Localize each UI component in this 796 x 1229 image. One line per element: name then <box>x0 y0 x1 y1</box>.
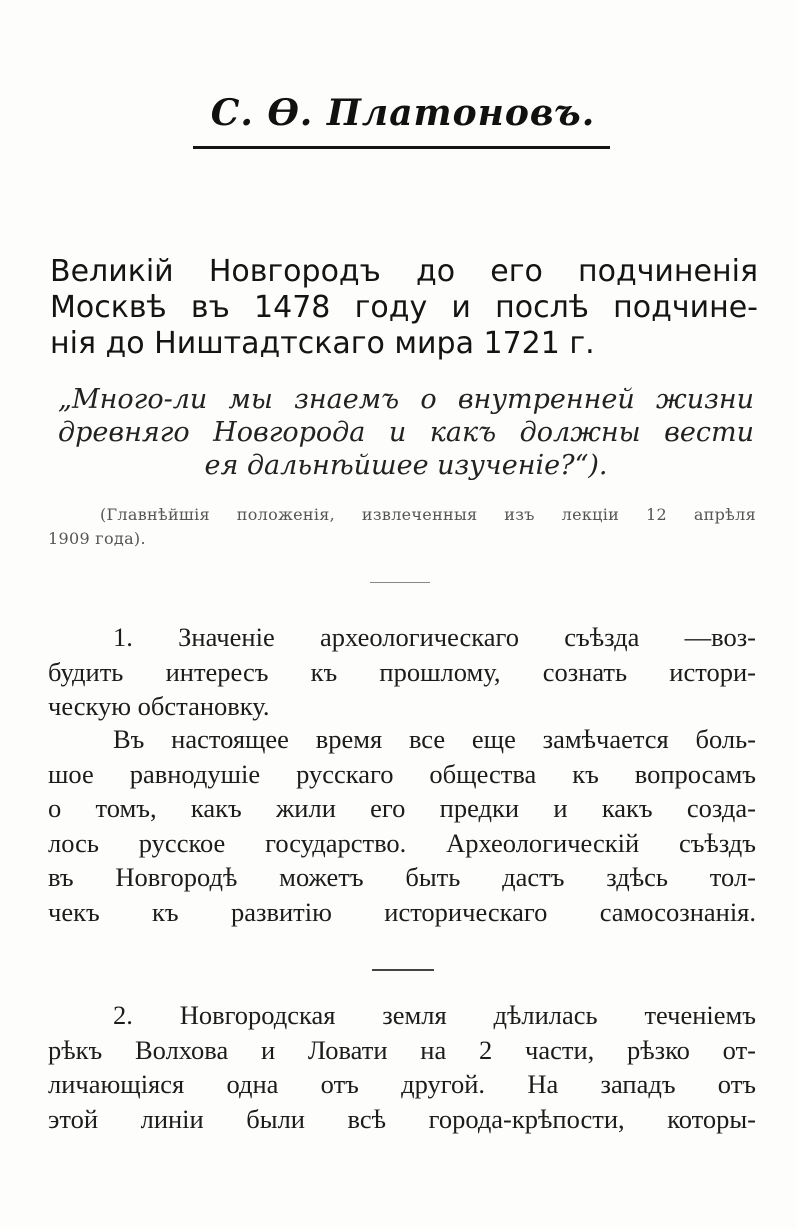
article-title <box>50 254 758 362</box>
epigraph-line: древняго Новгорода и какъ должны вести <box>58 417 754 448</box>
paragraph-1 <box>48 620 756 724</box>
author-name: С. Ѳ. Платоновъ. <box>210 92 596 134</box>
note-line: 1909 года). <box>48 529 146 548</box>
paragraph-line: лось русское государство. Археологическій съѣздъ <box>48 827 756 858</box>
paragraph-line: чекъ къ развитію историческаго самосознанія. <box>48 896 756 927</box>
source-note <box>48 503 756 551</box>
epigraph-line: „Много-ли мы знаемъ о внутренней жизни <box>58 384 754 415</box>
paragraph-3 <box>48 998 756 1136</box>
epigraph-line: ея дальнѣйшее изученіе?“). <box>204 450 608 481</box>
paragraph-line: Въ настоящее время все еще замѣчается боль- <box>113 724 756 754</box>
paragraph-line: 1. Значеніе археологическаго съѣзда —воз- <box>113 622 756 652</box>
paragraph-line: ческую обстановку. <box>48 691 270 721</box>
paragraph-line: будить интересъ къ прошлому, сознать истори- <box>48 656 756 687</box>
paragraph-2 <box>48 722 756 929</box>
section-divider <box>370 582 430 583</box>
note-line: (Главнѣйшія положенія, извлеченныя изъ лекціи 12 апрѣля <box>100 505 756 524</box>
title-line: Москвѣ въ 1478 году и послѣ подчине- <box>50 290 758 325</box>
title-line: Великій Новгородъ до его подчиненія <box>50 254 758 289</box>
author-underline <box>193 146 610 149</box>
paragraph-line: этой линіи были всѣ города-крѣпости, которы- <box>48 1103 756 1134</box>
paragraph-line: шое равнодушіе русскаго общества къ вопросамъ <box>48 758 756 789</box>
paragraph-line: рѣкъ Волхова и Ловати на 2 части, рѣзко от- <box>48 1034 756 1065</box>
paragraph-line: 2. Новгородская земля дѣлилась теченіемъ <box>113 1000 756 1030</box>
paragraph-line: о томъ, какъ жили его предки и какъ созда- <box>48 793 756 823</box>
paragraph-line: личающіяся одна отъ другой. На западъ отъ <box>48 1069 756 1099</box>
section-divider <box>372 969 434 971</box>
paragraph-line: въ Новгородѣ можетъ быть дастъ здѣсь тол- <box>48 862 756 892</box>
title-line: нія до Ништадтскаго мира 1721 г. <box>50 326 595 361</box>
epigraph <box>58 383 754 482</box>
